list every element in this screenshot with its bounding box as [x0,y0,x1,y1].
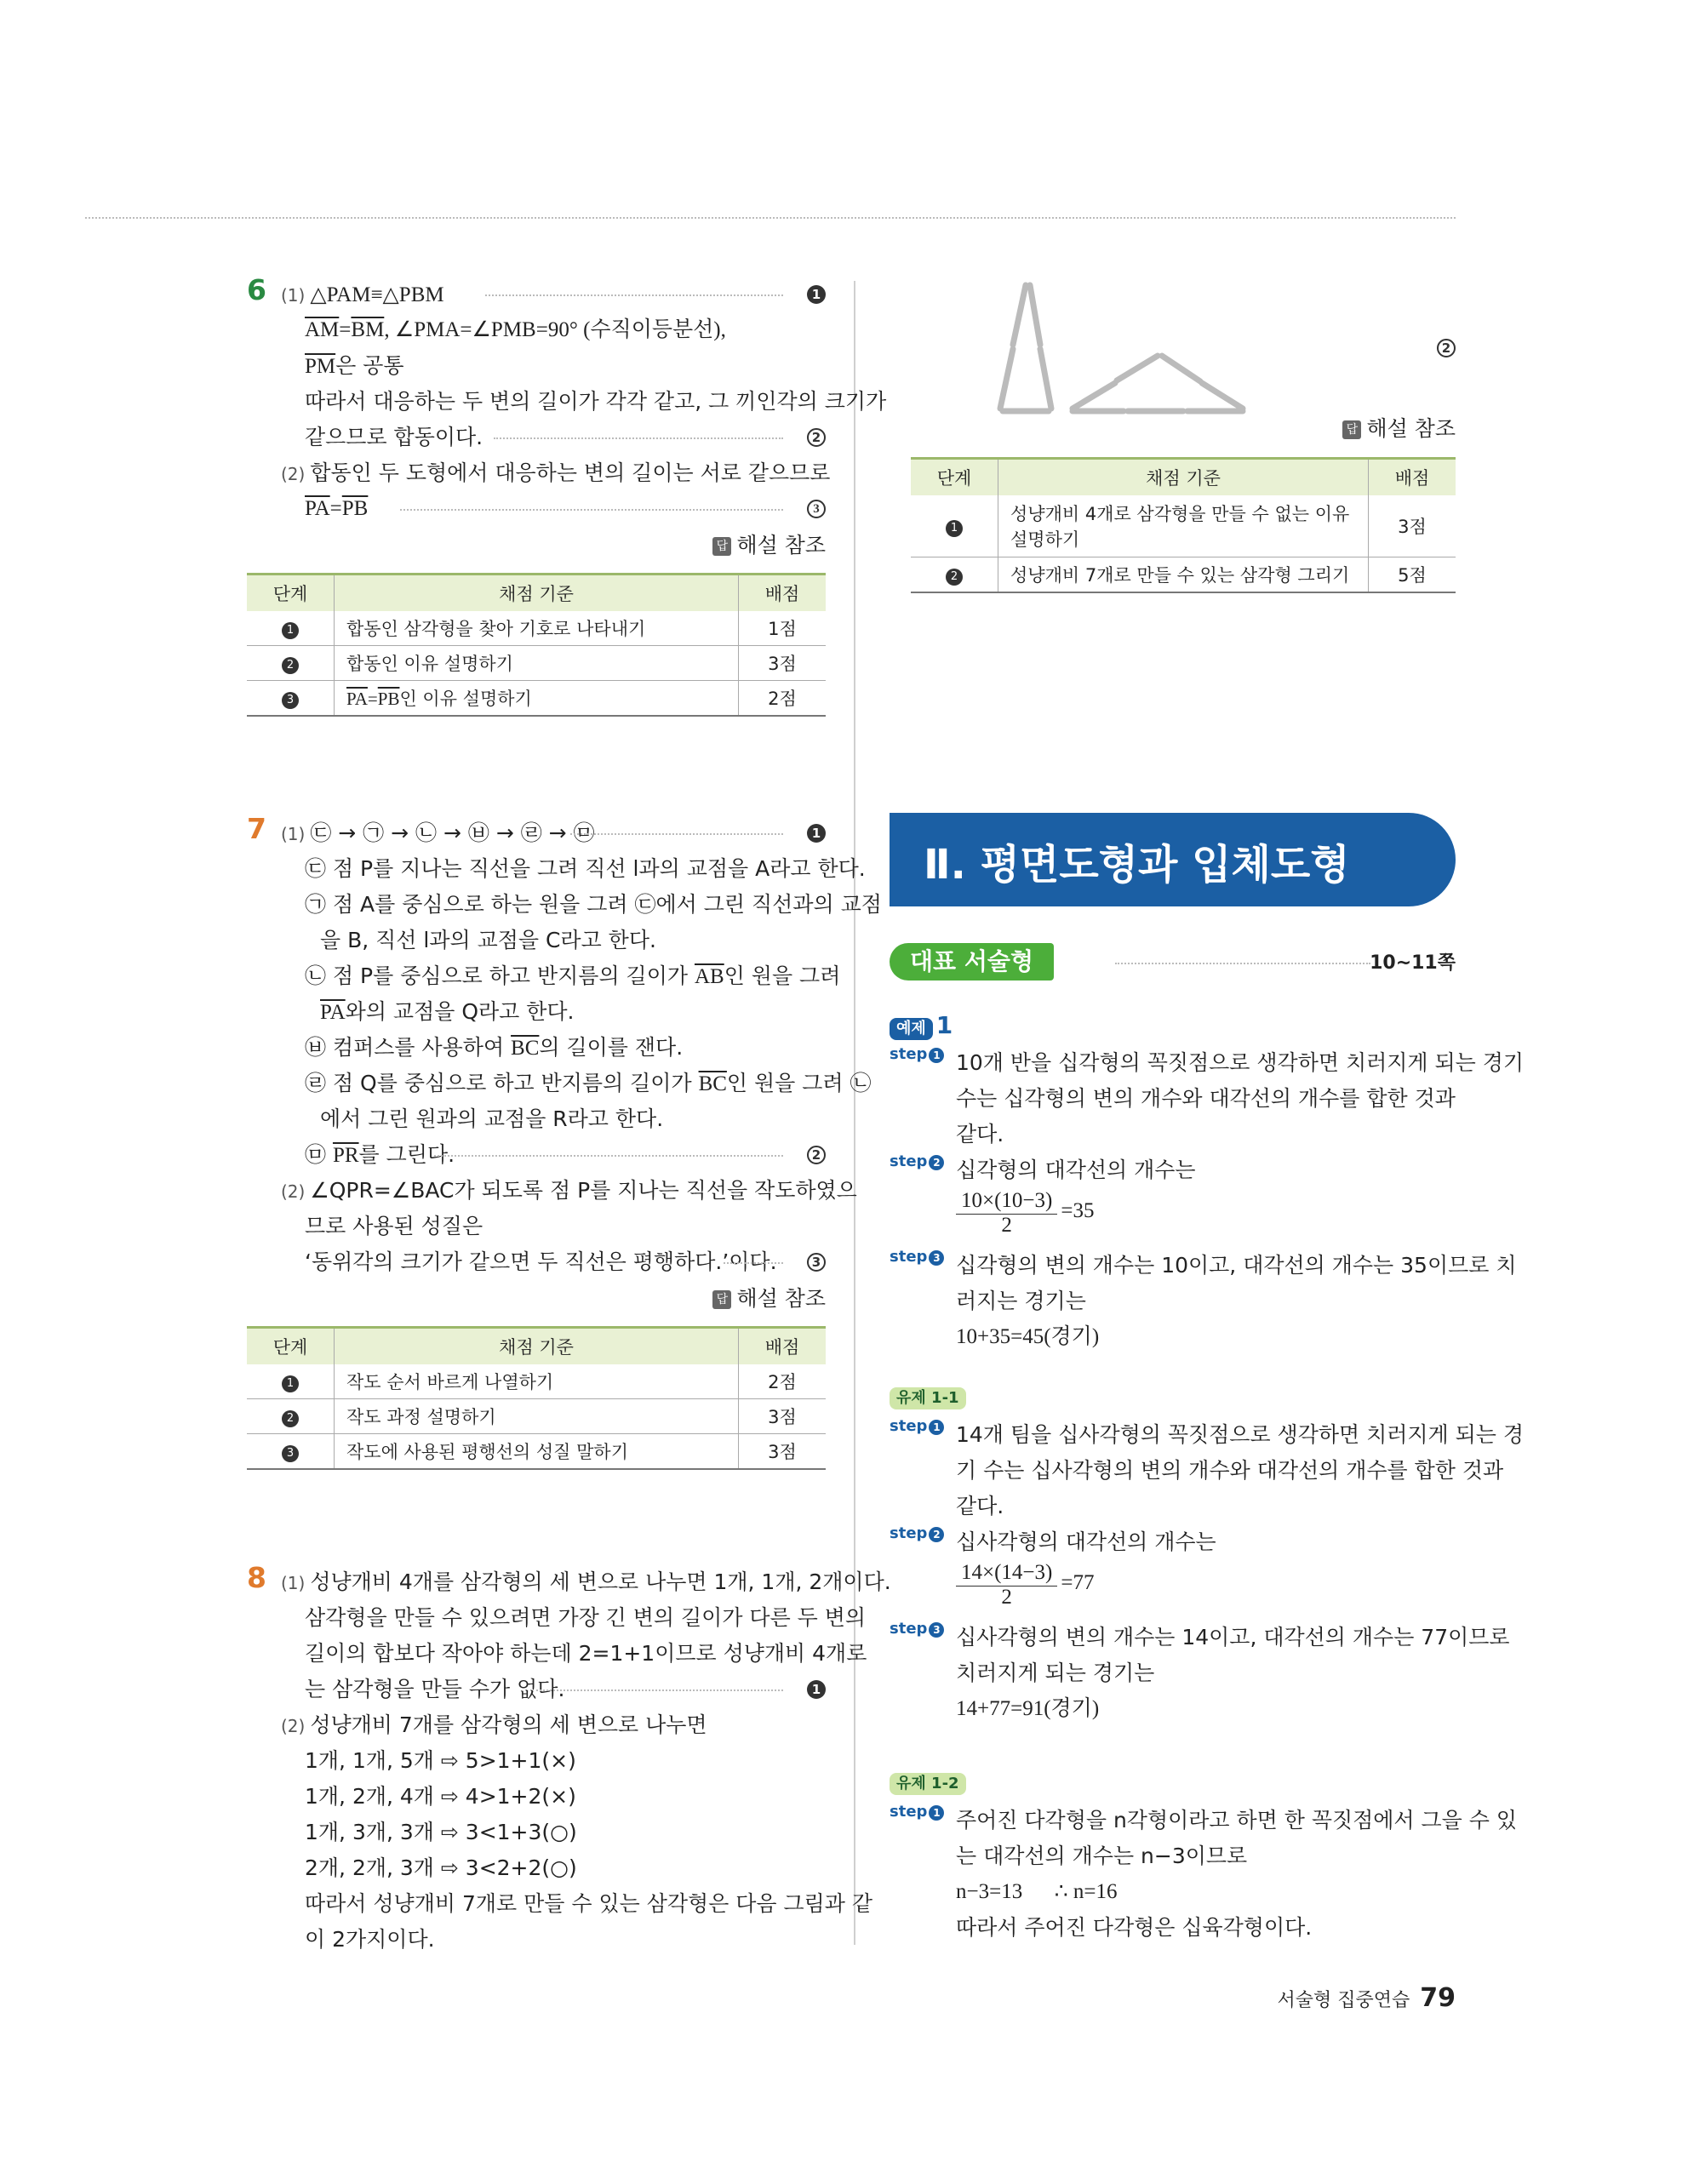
answer-text: 인 원을 그려 ㉡ [726,1071,872,1095]
table-cell: 1점 [739,611,827,646]
page-footer [1277,1983,1456,2013]
leader-dots [724,1262,783,1264]
step-mark-3: 3 [807,1253,826,1272]
equals: = [367,689,378,709]
answer-line [247,277,826,312]
answer-line [247,994,826,1030]
solution-reference [247,527,826,564]
fraction-line [890,1188,1456,1248]
answer-line: 삼각형을 만들 수 있으려면 가장 긴 변의 길이가 다른 두 변의 [305,1605,867,1630]
step-number: 2 [929,1155,944,1170]
chapter-name: 평면도형과 입체도형 [980,841,1350,889]
answer-line [247,455,831,491]
answer-line: 치러지게 되는 경기는 [956,1661,1155,1685]
answer-line [247,1030,826,1066]
answer-line: 같다. [956,1494,1004,1518]
page-range: 10~11쪽 [1370,952,1456,974]
segment: $\overline{BC}$ [698,1072,727,1095]
problem-8 [247,1561,891,1958]
table-row [247,611,826,646]
result: =77 [1061,1571,1095,1595]
answer-line: 14+77=91(경기) [956,1697,1100,1720]
step-block [890,1524,1456,1620]
segment: $\overline{PB}$ [377,689,400,709]
step-block [890,1248,1517,1355]
table-header: 채점 기준 [335,575,739,612]
step-word: step [890,1045,928,1063]
step-mark-1: 1 [807,285,826,304]
sub-label: (2) [281,464,306,484]
step-badge: 3 [282,692,299,709]
answer-icon: 답 [712,1290,731,1309]
top-rule [85,217,1456,219]
matchstick-triangle-tall [1000,285,1051,411]
segment: $\overline{PM}$ [305,355,336,378]
step-block [890,1803,1518,1946]
leader-dots [536,1689,783,1691]
problem-number: 7 [247,812,266,845]
problem-6 [247,273,887,717]
leader-dots [485,294,783,296]
table-cell: 3점 [739,1399,827,1434]
table-cell: 작도 순서 바르게 나열하기 [335,1364,739,1399]
answer-text: 와의 교점을 Q라고 한다. [345,999,575,1024]
exercise-1-1 [890,1383,1525,1727]
segment: $\overline{AM}$ [305,318,340,341]
answer-line: n−3=13 ∴ n=16 [956,1880,1118,1903]
answer-line [247,1137,826,1173]
step-word: step [890,1417,928,1435]
answer-text: 는 삼각형을 만들 수가 없다. [305,1677,565,1701]
problem-number: 6 [247,273,266,306]
answer-icon: 답 [1342,420,1361,439]
answer-line [247,1707,826,1743]
column-divider [854,281,855,1945]
answer-text: 은 공통 [335,353,404,378]
table-cell: 3점 [1369,495,1456,557]
leader-dots [434,1155,783,1157]
answer-text: △PAM≡△PBM [310,283,444,306]
segment: $\overline{BC}$ [511,1037,540,1060]
answer-line: 따라서 성냥개비 7개로 만들 수 있는 삼각형은 다음 그림과 같 [305,1891,873,1916]
table-row [247,1434,826,1470]
matchstick-triangle-wide [1073,356,1243,411]
step-mark-2: 2 [1437,339,1456,357]
table-header: 단계 [911,459,998,496]
step-badge: 1 [282,1375,299,1392]
representative-badge: 대표 서술형 [890,943,1054,981]
footer-label: 서술형 집중연습 [1277,1990,1410,2011]
step-mark-2: 2 [807,428,826,447]
fraction-line [890,1560,1456,1620]
table-row [911,495,1456,557]
step-badge: 3 [282,1445,299,1462]
step-number: 1 [929,1805,944,1821]
table-header: 배점 [739,1328,827,1365]
step-block [890,1045,1525,1152]
answer-line: 1개, 2개, 4개 ⇨ 4>1+2(×) [305,1784,576,1809]
step-block [890,1417,1525,1524]
answer-line: 는 대각선의 개수는 n−3이므로 [956,1844,1248,1868]
table-cell: 작도 과정 설명하기 [335,1399,739,1434]
answer-line: 러지는 경기는 [956,1289,1086,1313]
answer-text: 인 원을 그려 [724,963,841,988]
segment: $\overline{PA}$ [305,497,330,520]
answer-line: 이 2가지이다. [305,1927,435,1952]
step-badge: 1 [282,622,299,639]
segment: $\overline{PB}$ [341,497,369,520]
table-row [247,1399,826,1434]
table-cell: 3점 [739,646,827,681]
step-number: 2 [929,1527,944,1542]
answer-line: 주어진 다각형을 n각형이라고 하면 한 꼭짓점에서 그을 수 있 [956,1808,1518,1832]
answer-text: 를 그린다. [358,1142,455,1167]
answer-line: 을 B, 직선 l과의 교점을 C라고 한다. [320,928,656,952]
step-block [890,1620,1510,1727]
equals: = [329,497,342,520]
leader-dots [400,509,783,511]
step-mark-3: 3 [807,500,826,518]
answer-text: 의 길이를 잰다. [539,1035,684,1060]
scoring-table [247,573,826,717]
table-header: 채점 기준 [335,1328,739,1365]
answer-line: 십사각형의 대각선의 개수는 [956,1529,1216,1554]
chapter-banner [890,813,1456,906]
table-cell: 3점 [739,1434,827,1470]
result: =35 [1061,1199,1095,1223]
denominator: 2 [1001,1214,1012,1237]
exercise-header [890,1383,1456,1417]
segment: $\overline{AB}$ [694,965,724,988]
answer-text: 성냥개비 7개를 삼각형의 세 변으로 나누면 [310,1712,707,1737]
sub-label: (2) [281,1181,306,1202]
cell-text: 인 이유 설명하기 [399,689,532,709]
exercise-1-2 [890,1769,1518,1946]
answer-line: 에서 그린 원과의 교점을 R라고 한다. [320,1106,664,1131]
step-word: step [890,1620,928,1638]
answer-text: ㉢ → ㉠ → ㉡ → ㉥ → ㉣ → ㉤ [310,820,595,845]
sub-label: (1) [281,824,306,844]
answer-line [247,1244,826,1280]
step-number: 1 [929,1420,944,1435]
answer-line: 10개 반을 십각형의 꼭짓점으로 생각하면 치러지게 되는 경기 [956,1050,1525,1075]
table-row [247,681,826,717]
leader-dots [570,833,783,835]
line-PA: $\overline{PA}$ [320,1001,346,1024]
answer-text: 합동인 두 도형에서 대응하는 변의 길이는 서로 같으므로 [310,460,831,485]
table-header: 배점 [739,575,827,612]
answer-line: 십각형의 변의 개수는 10이고, 대각선의 개수는 35이므로 치 [956,1253,1517,1278]
sub-label: (1) [281,1573,306,1593]
exercise-badge: 유제 1-2 [890,1773,966,1795]
cell-text: 성냥개비 4개로 삼각형을 만들 수 없는 이유 [1010,504,1350,524]
reference-text: 해설 참조 [736,533,826,557]
answer-line [247,958,841,994]
fraction [956,1188,1057,1237]
reference-text: 해설 참조 [736,1286,826,1311]
step-word: step [890,1152,928,1170]
answer-line: 십사각형의 변의 개수는 14이고, 대각선의 개수는 77이므로 [956,1625,1510,1649]
answer-line: 길이의 합보다 작아야 하는데 2=1+1이므로 성냥개비 4개로 [305,1641,867,1666]
step-block [890,1152,1456,1248]
table-cell: 5점 [1369,557,1456,593]
answer-line: ㉢ 점 P를 지나는 직선을 그려 직선 l과의 교점을 A라고 한다. [305,856,866,881]
table-cell: 2점 [739,1364,827,1399]
answer-line: 십각형의 대각선의 개수는 [956,1158,1196,1182]
answer-line [247,815,826,851]
answer-text: , ∠PMA=∠PMB=90° (수직이등분선), [384,318,726,341]
answer-text: ㉣ 점 Q를 중심으로 하고 반지름의 길이가 [305,1071,699,1095]
table-row [247,646,826,681]
answer-line [247,312,826,348]
step-badge: 2 [282,1410,299,1427]
scoring-table [247,1326,826,1470]
example-1 [890,1011,1525,1355]
table-cell: 작도에 사용된 평행선의 성질 말하기 [335,1434,739,1470]
answer-line: 따라서 대응하는 두 변의 길이가 각각 같고, 그 끼인각의 크기가 [305,389,887,414]
answer-text: ㉤ [305,1142,333,1167]
table-cell [998,495,1369,557]
step-number: 3 [929,1622,944,1638]
answer-text: ‘동위각의 크기가 같으면 두 직선은 평행하다.’이다. [305,1249,777,1274]
example-number: 1 [935,1011,953,1039]
answer-text: ∠QPR=∠BAC가 되도록 점 P를 지나는 직선을 작도하였으 [310,1178,857,1203]
scoring-table [911,457,1456,593]
step-badge: 1 [946,520,963,537]
table-cell: 합동인 삼각형을 찾아 기호로 나타내기 [335,611,739,646]
table-cell: 성냥개비 7개로 만들 수 있는 삼각형 그리기 [998,557,1369,593]
table-cell: 합동인 이유 설명하기 [335,646,739,681]
table-cell [335,681,739,717]
answer-line [247,1066,872,1101]
answer-line [247,491,826,527]
problem-number: 8 [247,1561,266,1594]
step-mark-2: 2 [807,1146,826,1164]
answer-line: 2개, 2개, 3개 ⇨ 3<2+2(○) [305,1855,577,1880]
step-number: 1 [929,1048,944,1063]
step-badge: 2 [282,657,299,674]
chapter-numeral: Ⅱ. [924,841,966,889]
leader-dots [1115,963,1370,964]
cell-text: 설명하기 [1010,529,1080,550]
page-number: 79 [1420,1983,1456,2013]
step-word: step [890,1524,928,1542]
answer-line [247,1672,826,1707]
table-header: 단계 [247,1328,335,1365]
table-row [911,557,1456,593]
answer-line: 같다. [956,1122,1004,1146]
table-header: 배점 [1369,459,1456,496]
matchstick-figure [987,277,1277,421]
table-row [247,1364,826,1399]
table-cell: 2점 [739,681,827,717]
answer-text: 같으므로 합동이다. [305,425,483,449]
answer-line: 1개, 3개, 3개 ⇨ 3<1+3(○) [305,1820,577,1844]
numerator: 14×(14−3) [956,1560,1057,1587]
table-header: 단계 [247,575,335,612]
answer-line: 기 수는 십사각형의 변의 개수와 대각선의 개수를 합한 것과 [956,1458,1504,1483]
answer-text: ㉥ 컴퍼스를 사용하여 [305,1035,512,1060]
solution-reference [890,410,1456,448]
segment: $\overline{BM}$ [351,318,385,341]
example-header [890,1011,1456,1045]
answer-line: 따라서 주어진 다각형은 십육각형이다. [956,1915,1313,1940]
answer-line: 14개 팀을 십사각형의 꼭짓점으로 생각하면 치러지게 되는 경 [956,1422,1525,1447]
answer-line [247,348,826,384]
sub-label: (2) [281,1716,306,1736]
step-mark-1: 1 [807,824,826,843]
sub-label: (1) [281,285,306,306]
answer-line: ㉠ 점 A를 중심으로 하는 원을 그려 ㉢에서 그린 직선과의 교점 [305,892,882,917]
reference-text: 해설 참조 [1366,416,1456,441]
answer-line [247,420,826,455]
step-badge: 2 [946,569,963,586]
step-word: step [890,1248,928,1266]
example-badge: 예제 [890,1018,933,1040]
denominator: 2 [1001,1586,1012,1609]
segment: $\overline{PA}$ [346,689,368,709]
problem-7 [247,812,882,1470]
numerator: 10×(10−3) [956,1188,1057,1215]
answer-line: 수는 십각형의 변의 개수와 대각선의 개수를 합한 것과 [956,1086,1456,1111]
answer-line: 1개, 1개, 5개 ⇨ 5>1+1(×) [305,1748,576,1773]
equals: = [339,318,352,341]
answer-line [247,1173,857,1209]
exercise-header [890,1769,1456,1803]
answer-line [247,1564,891,1600]
line-PR: $\overline{PR}$ [332,1144,359,1167]
exercise-badge: 유제 1-1 [890,1387,966,1409]
leader-dots [494,437,783,439]
step-word: step [890,1803,928,1821]
table-header: 채점 기준 [998,459,1369,496]
fraction [956,1560,1057,1609]
answer-icon: 답 [712,537,731,556]
answer-line: 므로 사용된 성질은 [305,1214,483,1238]
answer-line: 10+35=45(경기) [956,1325,1100,1348]
solution-reference [247,1280,826,1318]
answer-text: 성냥개비 4개를 삼각형의 세 변으로 나누면 1개, 1개, 2개이다. [310,1569,891,1594]
answer-text: ㉡ 점 P를 중심으로 하고 반지름의 길이가 [305,963,695,988]
step-number: 3 [929,1250,944,1266]
chapter-title [924,832,1350,890]
step-mark-1: 1 [807,1680,826,1699]
